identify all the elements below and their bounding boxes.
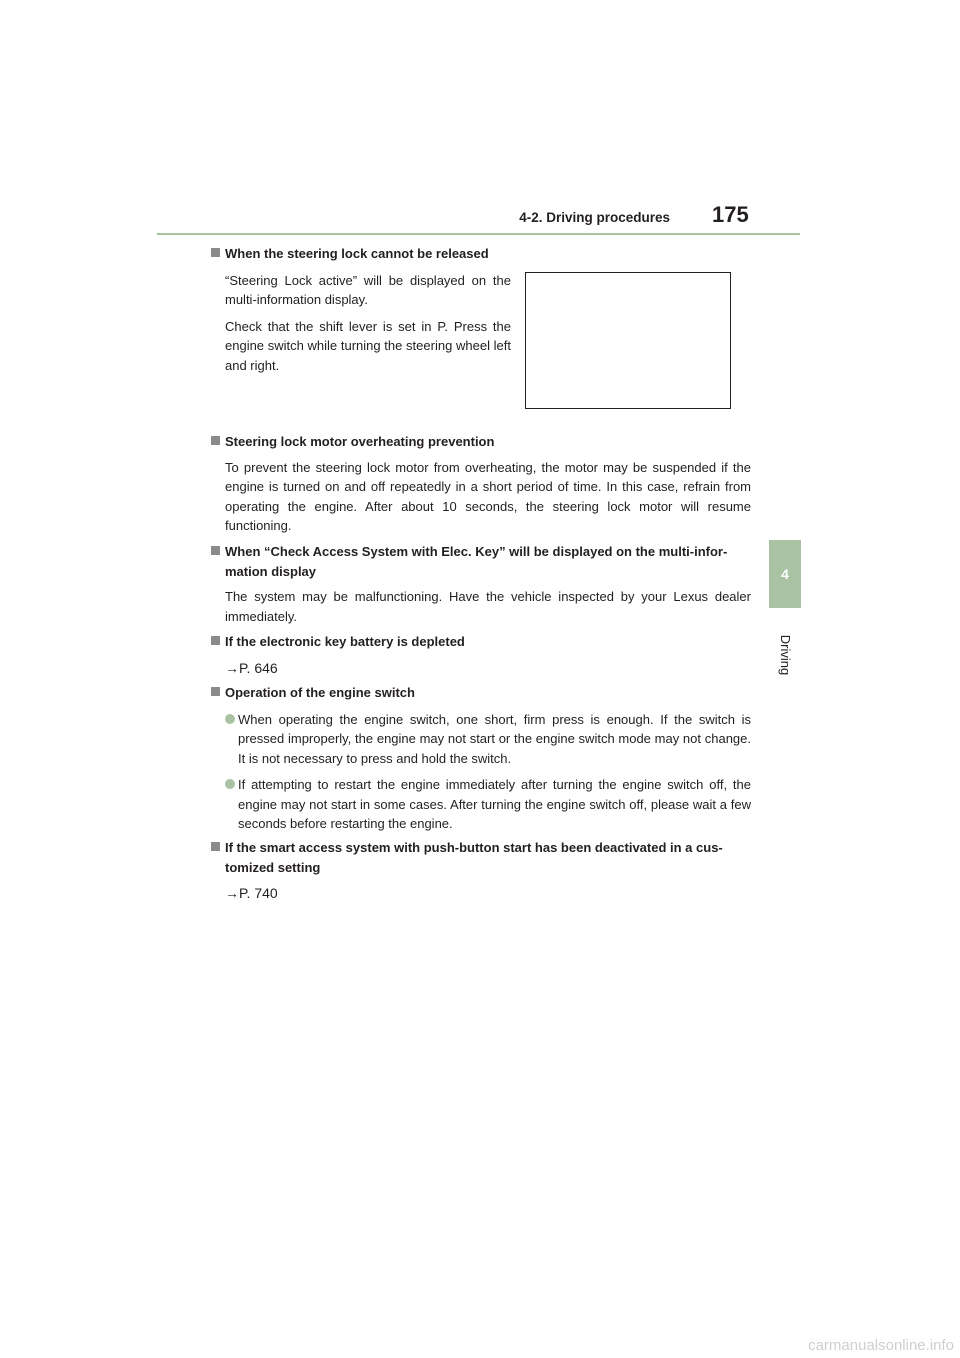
illustration-placeholder bbox=[525, 272, 731, 409]
paragraph: “Steering Lock active” will be displayed on the multi-information display. bbox=[225, 272, 511, 307]
square-bullet-icon bbox=[211, 436, 220, 445]
section-steering-lock-release bbox=[211, 244, 511, 375]
round-bullet-icon bbox=[225, 714, 235, 724]
paragraph: The system may be malfunctioning. Have the vehicle inspected by your Lexus dealer immediately. bbox=[225, 589, 751, 624]
square-bullet-icon bbox=[211, 248, 220, 257]
bullet-item bbox=[225, 710, 751, 769]
section-heading bbox=[211, 632, 751, 652]
section-heading bbox=[211, 542, 751, 581]
heading-text: Steering lock motor overheating prevention bbox=[225, 434, 495, 449]
square-bullet-icon bbox=[211, 687, 220, 696]
paragraph: Check that the shift lever is set in P. Press the engine switch while turning the steering wheel left and right. bbox=[225, 318, 511, 373]
page-reference-link[interactable]: →P. 646 bbox=[225, 659, 278, 676]
square-bullet-icon bbox=[211, 636, 220, 645]
heading-text: If the smart access system with push-button start has been deactivated in a cus-tomized setting bbox=[225, 840, 723, 875]
heading-text: Operation of the engine switch bbox=[225, 685, 415, 700]
chapter-label: Driving bbox=[778, 634, 793, 676]
section-heading bbox=[211, 838, 751, 877]
bullet-item bbox=[225, 775, 751, 834]
section-heading bbox=[211, 432, 751, 452]
section-key-battery-depleted bbox=[211, 632, 751, 678]
header-rule bbox=[157, 233, 800, 235]
section-check-access-system bbox=[211, 542, 751, 626]
section-heading bbox=[211, 244, 745, 264]
heading-text: If the electronic key battery is depleted bbox=[225, 634, 465, 649]
section-heading bbox=[211, 683, 751, 703]
square-bullet-icon bbox=[211, 546, 220, 555]
section-motor-overheating bbox=[211, 432, 751, 536]
paragraph: To prevent the steering lock motor from overheating, the motor may be suspended if the engine is turned on and off repeatedly in a short period of time. In this case, refrain from operating the engine. After about 10 seconds, the steering lock motor will resume functioning. bbox=[225, 459, 751, 533]
bullet-text: If attempting to restart the engine immediately after turning the engine switch off, the engine may not start in some cases. After turning the engine switch off, please wait a few seconds before restarting the engine. bbox=[238, 777, 751, 831]
round-bullet-icon bbox=[225, 779, 235, 789]
page-reference-link[interactable]: →P. 740 bbox=[225, 885, 278, 901]
heading-text: When “Check Access System with Elec. Key” will be displayed on the multi-infor-mation display bbox=[225, 544, 728, 579]
bullet-text: When operating the engine switch, one short, firm press is enough. If the switch is pressed improperly, the engine may not start or the engine switch mode may not change. It is not necessary to press and hold the switch. bbox=[238, 711, 751, 766]
header-section-title: 4-2. Driving procedures bbox=[519, 210, 670, 225]
page-number: 175 bbox=[712, 202, 749, 227]
section-smart-access-deactivated bbox=[211, 838, 751, 903]
chapter-tab: 4 bbox=[769, 540, 801, 608]
section-engine-switch-operation bbox=[211, 683, 751, 834]
heading-text: When the steering lock cannot be released bbox=[225, 246, 489, 261]
watermark: carmanualsonline.info bbox=[808, 1337, 954, 1354]
square-bullet-icon bbox=[211, 842, 220, 851]
